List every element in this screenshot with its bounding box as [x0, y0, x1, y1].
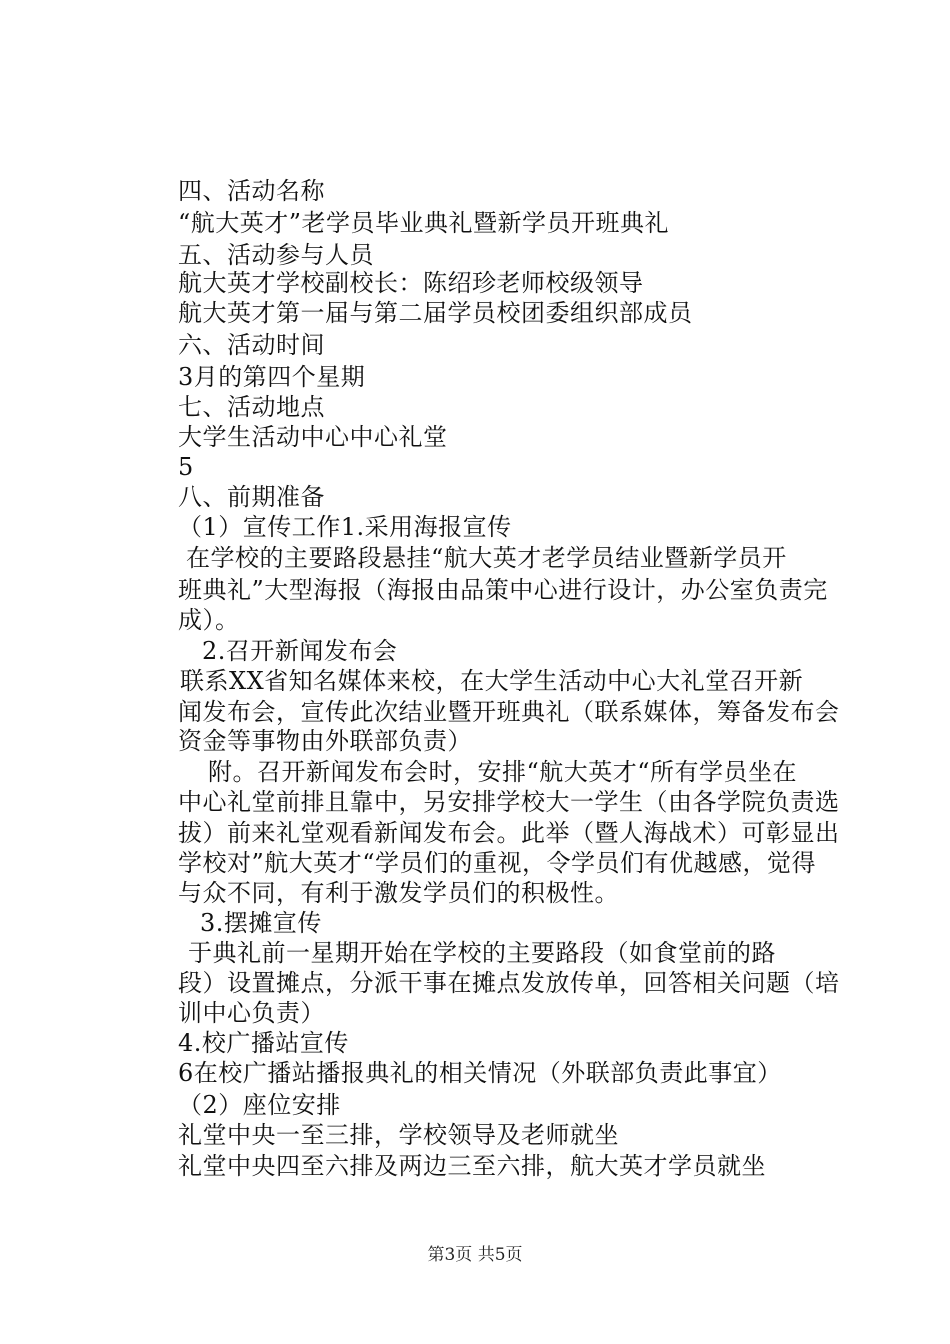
text-line: 航大英才第一届与第二届学员校团委组织部成员	[178, 299, 693, 327]
text-line: 拔）前来礼堂观看新闻发布会。此举（暨人海战术）可彰显出	[178, 819, 840, 847]
text-line: 礼堂中央四至六排及两边三至六排，航大英才学员就坐	[178, 1152, 766, 1180]
text-line: 段）设置摊点，分派干事在摊点发放传单，回答相关问题（培	[178, 969, 840, 997]
text-line: 3月的第四个星期	[178, 363, 366, 391]
text-line: “航大英才”老学员毕业典礼暨新学员开班典礼	[178, 209, 670, 237]
heading-activity-time: 六、活动时间	[178, 331, 325, 359]
heading-activity-name: 四、活动名称	[178, 177, 325, 205]
heading-preparation: 八、前期准备	[178, 483, 325, 511]
subheading-publicity: （1）宣传工作1.采用海报宣传	[178, 513, 512, 541]
text-line: 6在校广播站播报典礼的相关情况（外联部负责此事宜）	[178, 1059, 782, 1087]
text-line: 资金等事物由外联部负责）	[178, 727, 472, 755]
subheading-press-conference: 2.召开新闻发布会	[202, 637, 398, 665]
page-marker: 5	[178, 453, 194, 481]
text-line: 大学生活动中心中心礼堂	[178, 423, 448, 451]
heading-participants: 五、活动参与人员	[178, 241, 374, 269]
text-line: 与众不同，有利于激发学员们的积极性。	[178, 879, 619, 907]
subheading-broadcast-publicity: 4.校广播站宣传	[178, 1029, 349, 1057]
text-line: 成）。	[178, 606, 240, 634]
text-line: 中心礼堂前排且靠中，另安排学校大一学生（由各学院负责选	[178, 788, 840, 816]
subheading-booth-publicity: 3.摆摊宣传	[200, 909, 322, 937]
text-line: 附。召开新闻发布会时，安排“航大英才“所有学员坐在	[208, 758, 798, 786]
text-line: 班典礼”大型海报（海报由品策中心进行设计，办公室负责完	[178, 576, 828, 604]
text-line: 航大英才学校副校长：陈绍珍老师校级领导	[178, 269, 644, 297]
text-line: 学校对”航大英才“学员们的重视，令学员们有优越感，觉得	[178, 849, 817, 877]
page-footer: 第3页 共5页	[427, 1245, 523, 1265]
subheading-seating: （2）座位安排	[178, 1091, 341, 1119]
text-line: 联系XX省知名媒体来校，在大学生活动中心大礼堂召开新	[180, 667, 804, 695]
text-line: 礼堂中央一至三排，学校领导及老师就坐	[178, 1121, 619, 1149]
text-line: 闻发布会，宣传此次结业暨开班典礼（联系媒体，筹备发布会	[178, 698, 840, 726]
text-line: 于典礼前一星期开始在学校的主要路段（如食堂前的路	[188, 939, 776, 967]
text-line: 在学校的主要路段悬挂“航大英才老学员结业暨新学员开	[186, 544, 787, 572]
heading-activity-location: 七、活动地点	[178, 393, 325, 421]
text-line: 训中心负责）	[178, 999, 325, 1027]
